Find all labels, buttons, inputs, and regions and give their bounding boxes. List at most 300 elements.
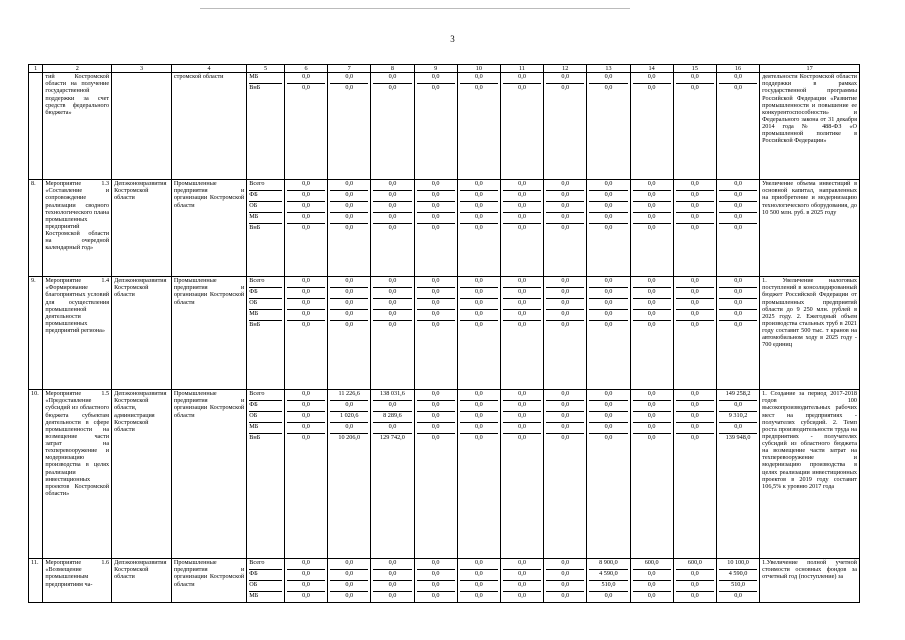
recipient: Промышленные предприятия и организации Костромской области [171,180,246,277]
row-number: 10. [29,390,43,559]
value-cell: 0,0 [287,73,325,84]
executor: Депэкономразвития Костромской области [112,277,172,390]
value-cell: 0,0 [330,277,368,288]
value-cell: 0,0 [373,401,411,412]
header-cell: 17 [760,65,860,73]
value-cell: 1 020,6 [330,412,368,423]
value-cell: 0,0 [345,224,354,232]
value-cell: 0,0 [561,224,570,232]
row-number [29,73,43,180]
value-column [673,277,716,390]
value-cell: 0,0 [503,310,541,321]
value-cell: 0,0 [719,401,757,412]
measure-name: Мероприятие 1.6 «Возмещение промышленным предприятиям ча- [43,559,112,603]
value-cell: 0,0 [647,224,656,232]
value-cell: 0,0 [330,401,368,412]
value-cell: 0,0 [719,423,757,434]
value-cell: 0,0 [373,310,411,321]
funding-source-label: ВнБ [249,224,261,232]
value-cell: 0,0 [719,180,757,191]
value-cell: 0,0 [417,570,455,581]
value-cell: 0,0 [373,299,411,310]
value-cell: 0,0 [589,191,627,202]
value-cell: 0,0 [546,390,584,401]
value-cell: 149 258,2 [719,390,757,401]
header-cell: 4 [171,65,246,73]
value-column [371,390,414,559]
value-column [716,390,759,559]
value-cell: 0,0 [460,412,498,423]
measure-name: Мероприятие 1.4 «Формирование благоприятных условий для осуществления промышленной деятельности промышленных предприятий региона» [43,277,112,390]
value-cell: 0,0 [345,321,354,329]
value-cell: 0,0 [373,213,411,224]
value-cell: 0,0 [546,191,584,202]
value-cell: 0,0 [345,592,354,600]
value-cell: 0,0 [388,224,397,232]
value-cell: 0,0 [561,434,570,442]
funding-sources [247,73,285,180]
page-number: 3 [450,34,455,44]
value-cell: 0,0 [287,310,325,321]
funding-source-label: Всего [249,559,282,570]
value-cell: 0,0 [330,310,368,321]
value-cell: 510,0 [589,581,627,592]
funding-sources [247,390,285,559]
value-cell: 4 590,0 [719,570,757,581]
value-cell: 0,0 [474,84,483,92]
value-cell: 0,0 [503,570,541,581]
value-cell: 0,0 [503,390,541,401]
value-cell: 0,0 [633,423,671,434]
value-cell: 0,0 [460,213,498,224]
value-cell: 0,0 [734,592,742,600]
value-cell: 0,0 [417,213,455,224]
value-column [716,73,759,180]
header-cell: 15 [673,65,716,73]
value-column [587,559,630,603]
value-cell: 139 948,0 [725,434,751,442]
value-cell: 0,0 [330,423,368,434]
value-cell: 600,0 [633,559,671,570]
value-cell: 0,0 [633,570,671,581]
value-cell: 0,0 [676,310,714,321]
value-cell: 0,0 [460,277,498,288]
value-cell: 0,0 [719,288,757,299]
value-column [457,180,500,277]
value-cell: 0,0 [633,191,671,202]
row-number: 11. [29,559,43,603]
row-number: 9. [29,277,43,390]
value-cell: 0,0 [676,277,714,288]
value-column [414,180,457,277]
value-column [630,390,673,559]
header-cell: 7 [328,65,371,73]
table-row [29,559,860,603]
funding-source-label: ФБ [249,191,282,202]
funding-source-label: ОБ [249,412,282,423]
value-cell: 0,0 [431,434,440,442]
value-column [371,180,414,277]
measure-name: тий Костромской области на получение государственной поддержки за счет средств федерального бюджета» [43,73,112,180]
funding-sources [247,180,285,277]
value-cell: 0,0 [546,412,584,423]
header-cell: 8 [371,65,414,73]
value-cell: 0,0 [431,321,440,329]
expected-result: Увеличение объема инвестиций в основной капитал, направленных на приобретение и модернизацию технологического оборудования, до 10 500 млн. руб. в 2025 году [760,180,860,277]
value-cell: 0,0 [546,277,584,288]
value-cell: 0,0 [546,310,584,321]
value-cell: 0,0 [503,202,541,213]
value-column [328,277,371,390]
value-cell: 0,0 [633,180,671,191]
value-cell: 0,0 [503,299,541,310]
value-cell: 0,0 [460,180,498,191]
value-cell: 0,0 [633,277,671,288]
value-cell: 8 289,6 [373,412,411,423]
header-cell: 5 [247,65,285,73]
value-cell: 0,0 [589,412,627,423]
value-cell: 11 226,6 [330,390,368,401]
value-column [457,277,500,390]
value-cell: 8 900,0 [589,559,627,570]
value-column [414,73,457,180]
value-cell: 0,0 [417,390,455,401]
value-cell: 9 310,2 [719,412,757,423]
value-column [500,73,543,180]
value-cell: 0,0 [676,581,714,592]
value-cell: 0,0 [546,559,584,570]
value-cell: 0,0 [330,299,368,310]
funding-source-label: Всего [249,390,282,401]
value-cell: 0,0 [676,390,714,401]
value-column [284,390,327,559]
recipient: Промышленные предприятия и организации Костромской области [171,390,246,559]
funding-source-label: ВнБ [249,434,261,442]
value-cell: 0,0 [460,288,498,299]
value-cell: 0,0 [546,73,584,84]
value-cell: 0,0 [690,321,699,329]
value-cell: 0,0 [287,180,325,191]
value-cell: 0,0 [589,213,627,224]
value-cell: 0,0 [633,288,671,299]
value-cell: 0,0 [330,191,368,202]
funding-sources [247,559,285,603]
header-cell: 16 [716,65,759,73]
value-cell: 0,0 [417,559,455,570]
value-column [500,277,543,390]
value-cell: 0,0 [287,191,325,202]
value-cell: 0,0 [417,412,455,423]
value-cell: 138 031,6 [373,390,411,401]
value-cell: 0,0 [719,277,757,288]
funding-source-label: Всего [249,277,282,288]
expected-result: 1. Увеличение налоговых поступлений в консолидированный бюджет Российской Федерации от промышленных предприятий области до 9 250 млн. рублей в 2025 году. 2. Ежегодный объем производства стальных труб в 2021 году составит 500 тыс. т кранов на автомобильном ходу в 2025 году - 700 единиц [760,277,860,390]
value-cell: 0,0 [676,202,714,213]
value-cell: 0,0 [460,423,498,434]
value-cell: 0,0 [676,180,714,191]
value-cell: 0,0 [460,559,498,570]
value-cell: 0,0 [719,191,757,202]
funding-source-label: ВнБ [249,84,261,92]
value-cell: 0,0 [417,191,455,202]
value-column [587,277,630,390]
table-row [29,277,860,390]
value-cell: 0,0 [460,570,498,581]
value-cell: 0,0 [503,401,541,412]
header-cell: 1 [29,65,43,73]
funding-source-label: ОБ [249,581,282,592]
value-column [544,277,587,390]
recipient: стромской области [171,73,246,180]
value-cell: 0,0 [719,299,757,310]
value-column [457,73,500,180]
value-cell: 0,0 [460,191,498,202]
value-cell: 510,0 [719,581,757,592]
value-cell: 0,0 [719,213,757,224]
value-cell: 0,0 [460,390,498,401]
value-column [328,180,371,277]
value-column [457,390,500,559]
value-cell: 0,0 [417,299,455,310]
value-cell: 0,0 [460,299,498,310]
value-cell: 0,0 [633,401,671,412]
value-cell: 0,0 [287,412,325,423]
value-cell: 0,0 [373,277,411,288]
value-cell: 0,0 [589,299,627,310]
funding-source-label: ОБ [249,299,282,310]
value-cell: 0,0 [604,321,613,329]
value-cell: 0,0 [373,581,411,592]
value-cell: 0,0 [388,321,397,329]
value-cell: 0,0 [460,401,498,412]
value-cell: 0,0 [676,213,714,224]
funding-source-label: МБ [249,592,259,600]
value-cell: 0,0 [431,592,440,600]
value-cell: 0,0 [287,288,325,299]
value-cell: 0,0 [633,299,671,310]
value-cell: 0,0 [589,202,627,213]
value-cell: 0,0 [345,84,354,92]
value-cell: 0,0 [676,288,714,299]
header-cell: 11 [500,65,543,73]
value-cell: 0,0 [302,224,310,232]
value-cell: 0,0 [503,288,541,299]
value-cell: 0,0 [690,224,699,232]
value-cell: 0,0 [417,73,455,84]
value-cell: 0,0 [604,224,613,232]
value-cell: 0,0 [518,321,526,329]
funding-source-label: ФБ [249,288,282,299]
value-cell: 0,0 [302,434,310,442]
value-cell: 0,0 [330,202,368,213]
value-cell: 0,0 [287,299,325,310]
value-cell: 0,0 [719,73,757,84]
value-cell: 0,0 [417,401,455,412]
value-cell: 0,0 [589,310,627,321]
header-cell: 12 [544,65,587,73]
value-cell: 0,0 [330,73,368,84]
value-cell: 0,0 [302,321,310,329]
value-cell: 0,0 [287,423,325,434]
value-cell: 0,0 [373,288,411,299]
value-cell: 4 590,0 [589,570,627,581]
value-cell: 0,0 [503,277,541,288]
value-cell: 0,0 [287,401,325,412]
value-cell: 0,0 [546,180,584,191]
value-cell: 0,0 [676,191,714,202]
value-cell: 0,0 [690,592,699,600]
value-cell: 0,0 [417,277,455,288]
value-cell: 0,0 [589,401,627,412]
value-cell: 0,0 [287,559,325,570]
header-cell: 2 [43,65,112,73]
value-column [544,390,587,559]
value-cell: 0,0 [604,434,613,442]
value-cell: 0,0 [287,390,325,401]
value-column [284,277,327,390]
value-cell: 0,0 [388,592,397,600]
value-column [414,277,457,390]
value-column [371,559,414,603]
value-cell: 0,0 [676,412,714,423]
scan-artifact-line [200,8,630,9]
row-number: 8. [29,180,43,277]
value-cell: 0,0 [690,84,699,92]
header-row [29,65,860,73]
value-cell: 0,0 [589,423,627,434]
value-cell: 0,0 [287,202,325,213]
value-column [630,277,673,390]
value-cell: 600,0 [676,559,714,570]
value-cell: 0,0 [287,570,325,581]
value-cell: 0,0 [460,73,498,84]
value-cell: 0,0 [633,390,671,401]
value-cell: 0,0 [460,310,498,321]
value-cell: 0,0 [589,390,627,401]
value-cell: 0,0 [503,412,541,423]
value-column [371,73,414,180]
table-row [29,390,860,559]
value-column [716,559,759,603]
value-column [587,390,630,559]
value-cell: 0,0 [647,321,656,329]
value-cell: 0,0 [734,321,742,329]
table-row [29,180,860,277]
value-cell: 0,0 [561,84,570,92]
value-cell: 0,0 [503,180,541,191]
funding-sources [247,277,285,390]
value-cell: 0,0 [546,213,584,224]
value-cell: 0,0 [503,559,541,570]
value-cell: 0,0 [546,299,584,310]
value-column [544,559,587,603]
value-cell: 0,0 [633,581,671,592]
value-cell: 0,0 [518,434,526,442]
value-cell: 0,0 [474,321,483,329]
value-cell: 0,0 [589,288,627,299]
value-cell: 0,0 [647,84,656,92]
value-cell: 0,0 [503,213,541,224]
value-cell: 0,0 [330,180,368,191]
value-cell: 0,0 [518,84,526,92]
funding-source-label: ОБ [249,202,282,213]
funding-source-label: ФБ [249,570,282,581]
value-cell: 0,0 [417,202,455,213]
value-cell: 0,0 [676,570,714,581]
value-cell: 0,0 [589,180,627,191]
measure-name: Мероприятие 1.3 «Составление и сопровождение реализации сводного технологического плана промышленных предприятий Костромской области на очередной календарный год» [43,180,112,277]
executor: Депэкономразвития Костромской области [112,180,172,277]
value-cell: 0,0 [589,73,627,84]
value-cell: 0,0 [546,570,584,581]
value-cell: 0,0 [719,310,757,321]
value-cell: 0,0 [546,423,584,434]
expected-result: 1.Увеличение полной учетной стоимости основных фондов за отчетный год (поступление) за [760,559,860,603]
value-cell: 0,0 [589,277,627,288]
value-column [673,73,716,180]
header-cell: 3 [112,65,172,73]
value-column [414,559,457,603]
value-cell: 0,0 [503,191,541,202]
value-cell: 0,0 [633,73,671,84]
header-cell: 14 [630,65,673,73]
value-column [500,390,543,559]
value-cell: 0,0 [719,202,757,213]
expected-result: 1. Создание за период 2017-2018 годов 100 высокопроизводительных рабочих мест на предприятиях - получателях субсидий. 2. Темп роста производительности труда на предприятиях - получателях субсидий из областного бюджета на возмещение части затрат на техперевооружение и модернизацию производства в целях реализации инвестиционных проектов в 2019 году составит 106,5% к уровню 2017 года [760,390,860,559]
value-cell: 0,0 [503,73,541,84]
value-cell: 0,0 [518,592,526,600]
value-cell: 0,0 [431,224,440,232]
value-cell: 0,0 [676,299,714,310]
executor: Депэкономразвития Костромской области, администрация Костромской области [112,390,172,559]
funding-source-label: МБ [249,213,282,224]
value-cell: 0,0 [417,180,455,191]
value-cell: 10 100,0 [719,559,757,570]
table-row [29,73,860,180]
value-column [673,559,716,603]
value-column [630,559,673,603]
value-column [587,180,630,277]
value-cell: 0,0 [518,224,526,232]
value-cell: 0,0 [734,224,742,232]
value-cell: 0,0 [604,592,613,600]
value-column [284,559,327,603]
value-cell: 0,0 [330,288,368,299]
value-cell: 0,0 [373,202,411,213]
funding-source-label: МБ [249,423,282,434]
value-column [371,277,414,390]
value-cell: 0,0 [647,592,656,600]
value-cell: 0,0 [373,559,411,570]
value-cell: 0,0 [546,401,584,412]
value-cell: 0,0 [330,559,368,570]
value-column [500,559,543,603]
value-column [544,180,587,277]
value-column [716,180,759,277]
value-column [673,390,716,559]
value-cell: 0,0 [474,434,483,442]
value-cell: 0,0 [546,581,584,592]
value-cell: 10 206,0 [338,434,361,442]
value-cell: 129 742,0 [380,434,405,442]
header-cell: 6 [284,65,327,73]
value-cell: 0,0 [417,423,455,434]
funding-source-label: ФБ [249,401,282,412]
value-cell: 0,0 [287,277,325,288]
value-cell: 0,0 [460,581,498,592]
value-column [284,73,327,180]
value-cell: 0,0 [503,423,541,434]
